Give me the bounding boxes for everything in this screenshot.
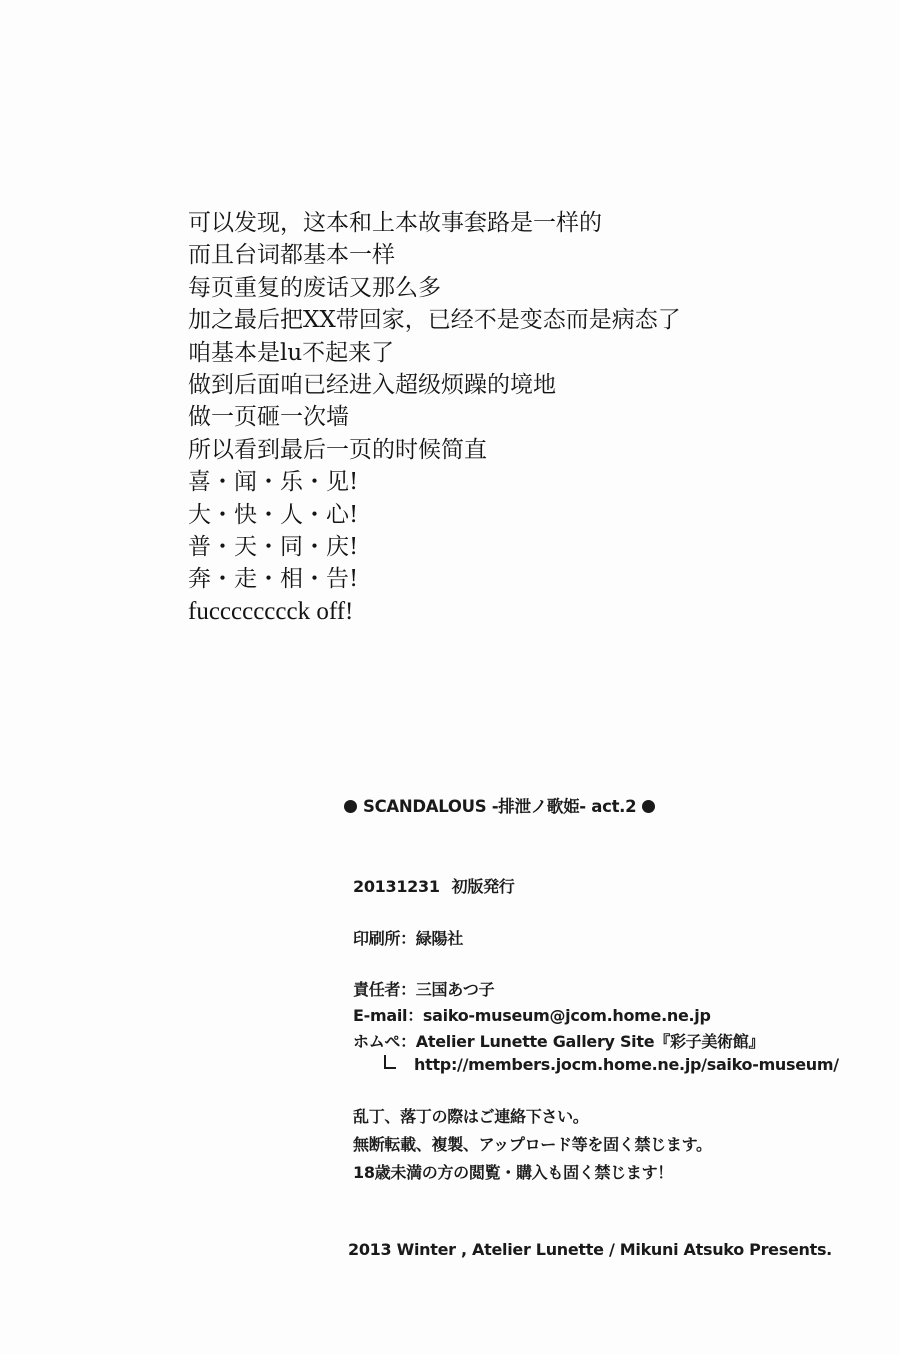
responsible-row: 責任者：三国あつ子 <box>353 980 495 999</box>
note-line: 普・天・同・庆! <box>188 533 359 560</box>
email-row: E-mail：saiko-museum@jcom.home.ne.jp <box>353 1006 711 1025</box>
edition-label: 初版発行 <box>451 877 515 896</box>
corner-bracket-icon <box>384 1055 396 1069</box>
notice-line: 乱丁、落丁の際はご連絡下さい。 <box>353 1107 589 1126</box>
note-line: 大・快・人・心! <box>188 501 359 528</box>
notice-line: 18歳未満の方の閲覧・購入も固く禁じます！ <box>353 1163 673 1182</box>
note-line: 所以看到最后一页的时候简直 <box>188 436 487 463</box>
note-line: 加之最后把XX带回家，已经不是变态而是病态了 <box>188 307 681 334</box>
homepage-row: ホムペ：Atelier Lunette Gallery Site『彩子美術館』 <box>353 1032 765 1051</box>
note-line: 奔・走・相・告! <box>188 566 359 593</box>
note-line: 每页重复的废话又那么多 <box>188 274 441 301</box>
book-title: SCANDALOUS -排泄ノ歌姫- act.2 <box>363 797 637 816</box>
note-line: 可以发现，这本和上本故事套路是一样的 <box>188 210 602 236</box>
homepage-url-row <box>384 1055 839 1074</box>
note-line: 做一页砸一次墙 <box>188 404 349 431</box>
printer-row: 印刷所：緑陽社 <box>353 929 463 948</box>
note-line: 咱基本是lu不起来了 <box>188 339 395 366</box>
bullet-icon <box>642 800 655 813</box>
note-line: 喜・闻・乐・见! <box>188 469 359 496</box>
notice-line: 無断転載、複製、アップロード等を固く禁じます。 <box>353 1135 712 1154</box>
homepage-url: http://members.jocm.home.ne.jp/saiko-museum/ <box>414 1055 839 1074</box>
credits-footer: 2013 Winter , Atelier Lunette / Mikuni Atsuko Presents. <box>348 1240 832 1259</box>
publication-date: 20131231 <box>353 877 440 896</box>
translator-note <box>188 207 748 628</box>
bullet-icon <box>344 800 357 813</box>
note-line: 做到后面咱已经进入超级烦躁的境地 <box>188 371 556 398</box>
note-line: 而且台词都基本一样 <box>188 242 395 269</box>
publication-date-row <box>353 874 514 897</box>
note-line: fucccccccck off! <box>188 597 354 625</box>
book-title-line <box>344 793 655 817</box>
